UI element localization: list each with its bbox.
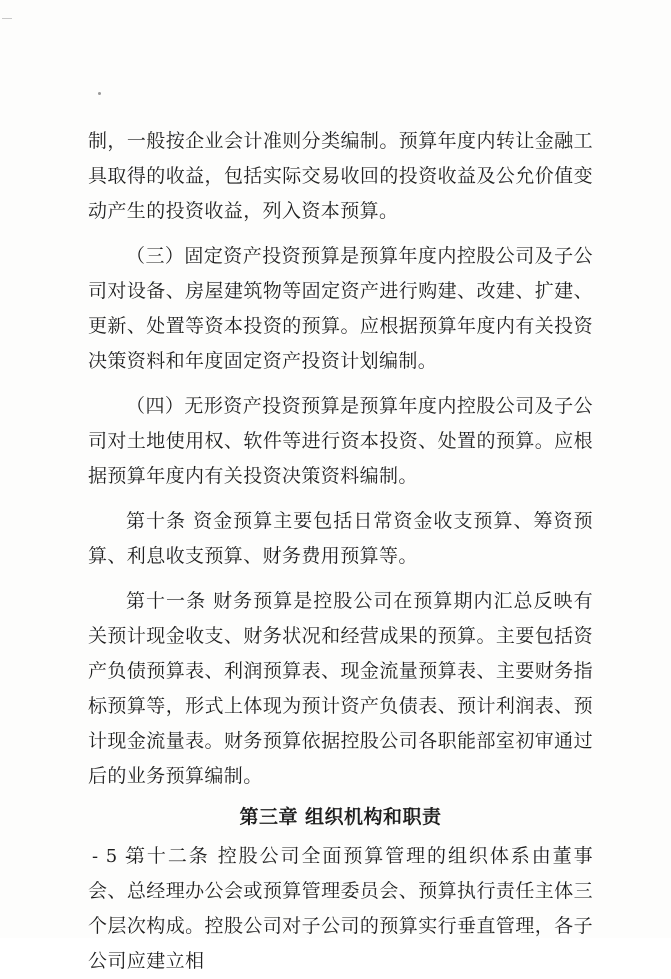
- paragraph-article-12: 第十二条 控股公司全面预算管理的组织体系由董事会、总经理办公会或预算管理委员会、预算执行责任主体三个层次构成。控股公司对子公司的预算实行垂直管理，各子公司应建立相: [88, 845, 593, 972]
- paragraph-intangible-asset-budget: （四）无形资产投资预算是预算年度内控股公司及子公司对土地使用权、软件等进行资本投资、处置的预算。应根据预算年度内有关投资决策资料编制。: [88, 395, 593, 487]
- paragraph-continuation: 制，一般按企业会计准则分类编制。预算年度内转让金融工具取得的收益，包括实际交易收回的投资收益及公允价值变动产生的投资收益，列入资本预算。: [88, 130, 593, 222]
- chapter-heading: 第三章 组织机构和职责: [239, 806, 442, 828]
- document-body: [88, 124, 593, 979]
- scan-corner-mark: [2, 18, 12, 19]
- paragraph-article-11: 第十一条 财务预算是控股公司在预算期内汇总反映有关预计现金收支、财务状况和经营成果的预算。主要包括资产负债预算表、利润预算表、现金流量预算表、主要财务指标预算等，形式上体现为预计资产负债表、预计利润表、预计现金流量表。财务预算依据控股公司各职能部室初审通过后的业务预算编制。: [88, 590, 593, 787]
- scan-artifact-dot: [98, 92, 101, 95]
- paragraph-fixed-asset-budget: （三）固定资产投资预算是预算年度内控股公司及子公司对设备、房屋建筑物等固定资产进行购建、改建、扩建、更新、处置等资本投资的预算。应根据预算年度内有关投资决策资料和年度固定资产投资计划编制。: [88, 245, 593, 372]
- paragraph-article-10: 第十条 资金预算主要包括日常资金收支预算、筹资预算、利息收支预算、财务费用预算等。: [88, 510, 593, 567]
- page-number: - 5 -: [92, 846, 133, 867]
